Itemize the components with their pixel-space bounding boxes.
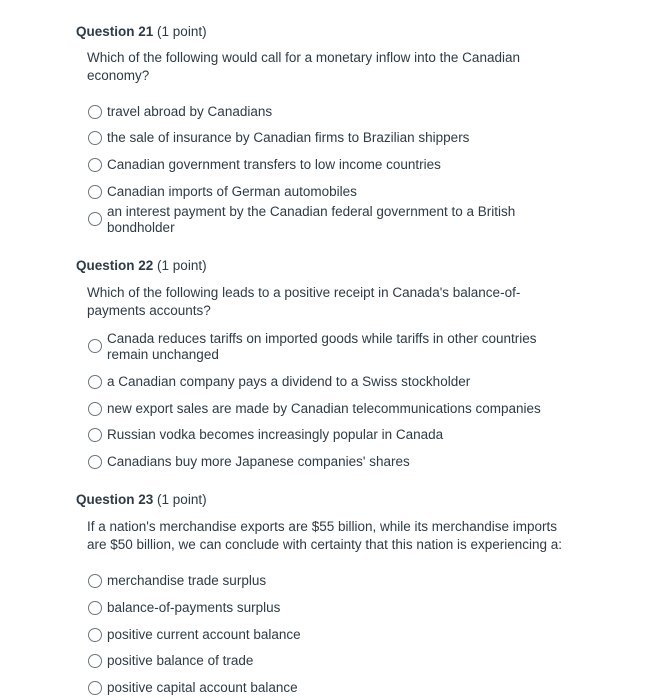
option-label[interactable]: the sale of insurance by Canadian firms to Brazilian shippers <box>107 130 470 145</box>
question-number: Question 21 <box>76 24 154 39</box>
option-label[interactable]: Canadian imports of German automobiles <box>107 184 357 199</box>
option-label[interactable]: travel abroad by Canadians <box>107 104 273 119</box>
question-text: Which of the following leads to a positive receipt in Canada's balance-of-payments accounts? <box>87 285 521 318</box>
question-points: (1 point) <box>157 24 207 39</box>
option-label[interactable]: new export sales are made by Canadian telecommunications companies <box>107 401 541 416</box>
answer-option[interactable] <box>88 653 558 669</box>
option-label[interactable]: positive capital account balance <box>107 680 298 695</box>
option-label[interactable]: Russian vodka becomes increasingly popular in Canada <box>107 427 444 442</box>
radio-button[interactable] <box>88 158 102 172</box>
answer-option[interactable] <box>88 573 558 589</box>
option-label[interactable]: merchandise trade surplus <box>107 573 267 588</box>
radio-button[interactable] <box>88 131 102 145</box>
question-text: If a nation's merchandise exports are $55 billion, while its merchandise imports are $50 billion, we can conclude with certainty that this nation is experiencing a: <box>87 519 563 552</box>
option-label[interactable]: Canadian government transfers to low income countries <box>107 157 441 172</box>
answer-option[interactable] <box>88 331 558 363</box>
answer-option[interactable] <box>88 454 558 470</box>
question-header <box>76 492 207 507</box>
answer-option[interactable] <box>88 374 558 390</box>
option-label[interactable]: Canada reduces tariffs on imported goods while tariffs in other countries remain unchanged <box>107 331 537 362</box>
radio-button[interactable] <box>88 375 102 389</box>
option-label[interactable]: positive current account balance <box>107 627 301 642</box>
radio-button[interactable] <box>88 339 102 353</box>
radio-button[interactable] <box>88 628 102 642</box>
option-label[interactable]: balance-of-payments surplus <box>107 600 281 615</box>
radio-button[interactable] <box>88 402 102 416</box>
answer-option[interactable] <box>88 627 558 643</box>
radio-button[interactable] <box>88 212 102 226</box>
radio-button[interactable] <box>88 654 102 668</box>
question-header <box>76 258 207 273</box>
radio-button[interactable] <box>88 455 102 469</box>
option-label[interactable]: Canadians buy more Japanese companies' shares <box>107 454 410 469</box>
answer-option[interactable] <box>88 204 558 236</box>
answer-option[interactable] <box>88 104 558 120</box>
answer-option[interactable] <box>88 600 558 616</box>
question-text: Which of the following would call for a monetary inflow into the Canadian economy? <box>87 50 520 83</box>
option-label[interactable]: positive balance of trade <box>107 653 254 668</box>
answer-option[interactable] <box>88 184 558 200</box>
option-label[interactable]: a Canadian company pays a dividend to a Swiss stockholder <box>107 374 471 389</box>
question-number: Question 22 <box>76 258 154 273</box>
radio-button[interactable] <box>88 601 102 615</box>
answer-option[interactable] <box>88 401 558 417</box>
radio-button[interactable] <box>88 105 102 119</box>
radio-button[interactable] <box>88 574 102 588</box>
radio-button[interactable] <box>88 681 102 695</box>
question-points: (1 point) <box>157 492 207 507</box>
radio-button[interactable] <box>88 428 102 442</box>
question-points: (1 point) <box>157 258 207 273</box>
answer-option[interactable] <box>88 157 558 173</box>
answer-option[interactable] <box>88 680 558 696</box>
answer-option[interactable] <box>88 130 558 146</box>
option-label[interactable]: an interest payment by the Canadian federal government to a British bondholder <box>107 204 516 235</box>
answer-option[interactable] <box>88 427 558 443</box>
question-header <box>76 24 207 39</box>
question-number: Question 23 <box>76 492 154 507</box>
radio-button[interactable] <box>88 185 102 199</box>
